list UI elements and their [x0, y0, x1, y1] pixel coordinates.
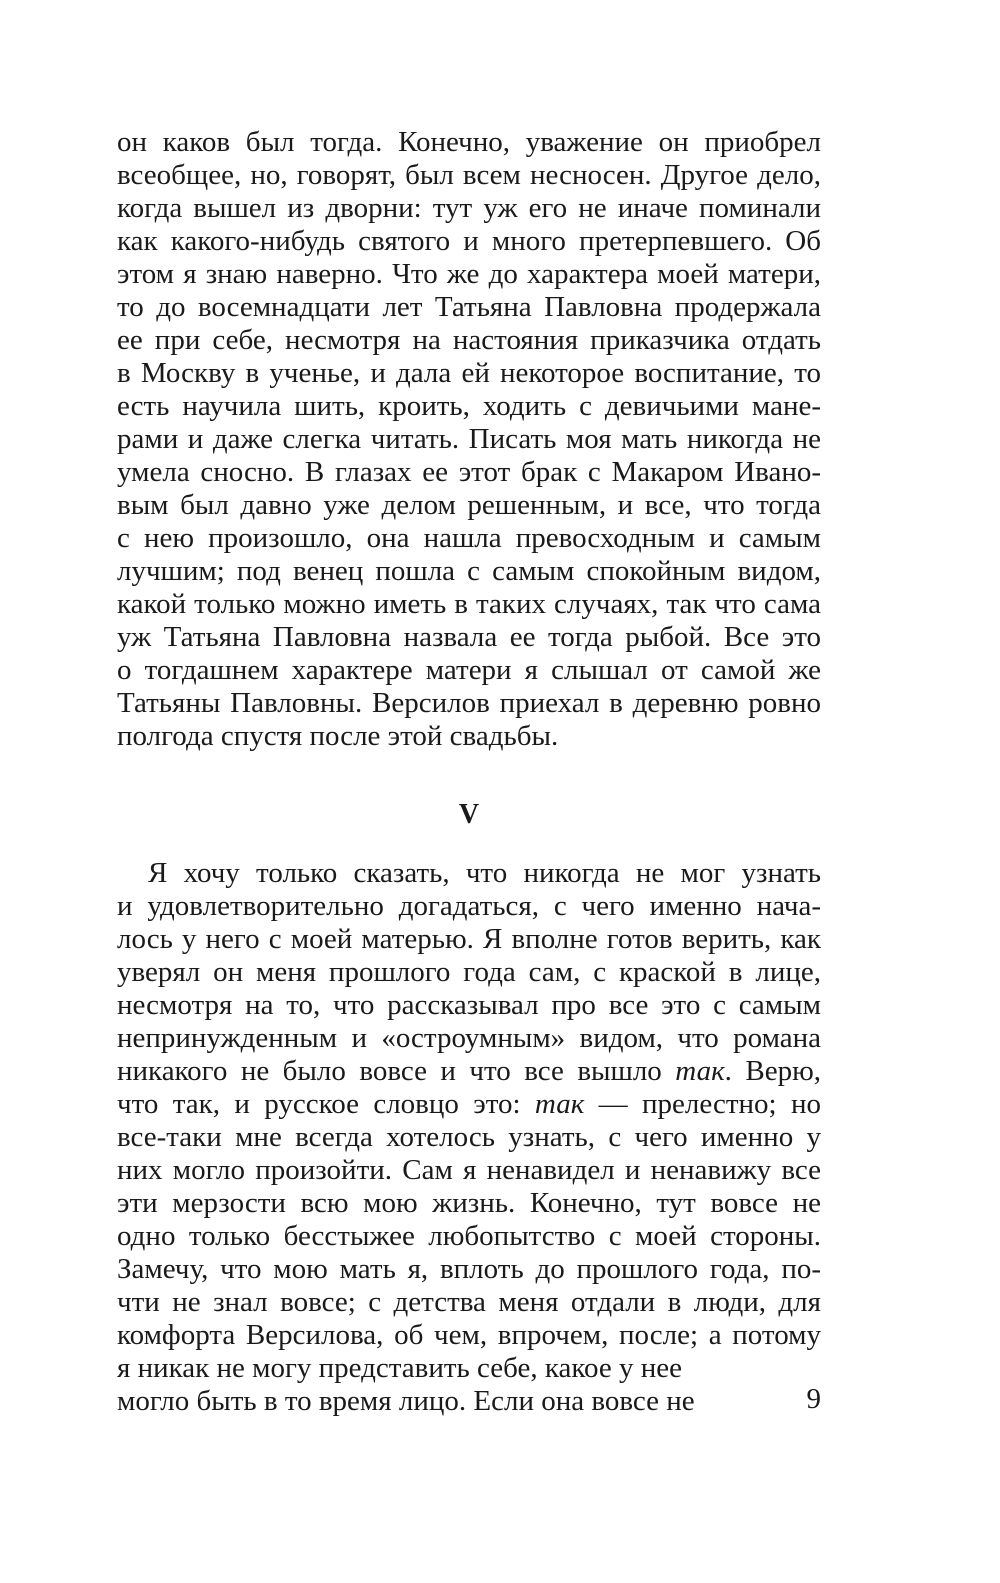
text-line: как какого-нибудь святого и много претерпевшего. Об: [117, 225, 821, 257]
text-fragment: — прелестно; но: [584, 1088, 821, 1120]
text-line: есть научила шить, кроить, ходить с девичьими мане-: [117, 390, 821, 422]
text-line: в Москву в ученье, и дала ей некоторое воспитание, то: [117, 357, 821, 389]
text-line: комфорта Версилова, об чем, впрочем, после; а потому: [117, 1319, 821, 1351]
text-line: когда вышел из дворни: тут уж его не иначе поминали: [117, 192, 821, 224]
text-line: Замечу, что мою мать я, вплоть до прошлого года, по-: [117, 1253, 821, 1285]
text-line: [117, 1088, 821, 1121]
text-fragment: что так, и русское словцо это:: [117, 1088, 535, 1120]
text-line: уж Татьяна Павловна назвала ее тогда рыбой. Все это: [117, 621, 821, 653]
text-line: о тогдашнем характере матери я слышал от самой же: [117, 654, 821, 686]
paragraph-2: [117, 857, 821, 1418]
text-line: лучшим; под венец пошла с самым спокойным видом,: [117, 555, 821, 587]
text-line-first: Я хочу только сказать, что никогда не мог узнать: [148, 857, 821, 889]
text-line: несмотря на то, что рассказывал про все это с самым: [117, 989, 821, 1021]
text-line: с нею произошло, она нашла превосходным и самым: [117, 522, 821, 554]
text-line: какой только можно иметь в таких случаях, так что сама: [117, 588, 821, 620]
text-line: ее при себе, несмотря на настояния приказчика отдать: [117, 324, 821, 356]
text-line: лось у него с моей матерью. Я вполне готов верить, как: [117, 923, 821, 955]
text-line: все-таки мне всегда хотелось узнать, с чего именно у: [117, 1121, 821, 1153]
text-line: то до восемнадцати лет Татьяна Павловна продержала: [117, 291, 821, 323]
text-line: рами и даже слегка читать. Писать моя мать никогда не: [117, 423, 821, 455]
text-line: и удовлетворительно догадаться, с чего именно нача-: [117, 890, 821, 922]
text-line: уверял он меня прошлого года сам, с краской в лице,: [117, 956, 821, 988]
italic-word: так: [534, 1088, 585, 1120]
text-line: умела сносно. В глазах ее этот брак с Макаром Ивано-: [117, 456, 821, 488]
text-line: эти мерзости всю мою жизнь. Конечно, тут вовсе не: [117, 1187, 821, 1219]
text-line: чти не знал вовсе; с детства меня отдали в люди, для: [117, 1286, 821, 1318]
italic-word: так: [675, 1055, 725, 1087]
text-line: Татьяны Павловны. Версилов приехал в деревню ровно: [117, 687, 821, 719]
text-line: одно только бесстыжее любопытство с моей стороны.: [117, 1220, 821, 1252]
text-line: он каков был тогда. Конечно, уважение он приобрел: [117, 126, 821, 158]
text-line-last: полгода спустя после этой свадьбы.: [117, 720, 559, 752]
text-line: вым был давно уже делом решенным, и все, что тогда: [117, 489, 821, 521]
paragraph-1: [117, 126, 821, 753]
text-line: них могло произойти. Сам я ненавидел и ненавижу все: [117, 1154, 821, 1186]
text-line: я никак не могу представить себе, какое у нее: [117, 1352, 682, 1384]
text-line: [117, 1055, 821, 1088]
section-heading: V: [458, 799, 480, 830]
page-number: 9: [806, 1383, 821, 1415]
text-line-last: могло быть в то время лицо. Если она вовсе не: [117, 1385, 695, 1417]
text-line: этом я знаю наверно. Что же до характера моей матери,: [117, 258, 821, 290]
text-fragment: . Верю,: [724, 1055, 821, 1087]
text-fragment: никакого не было вовсе и что все вышло: [117, 1055, 676, 1087]
text-line: непринужденным и «остроумным» видом, что романа: [117, 1022, 821, 1054]
text-line: всеобщее, но, говорят, был всем несносен. Другое дело,: [117, 159, 821, 191]
